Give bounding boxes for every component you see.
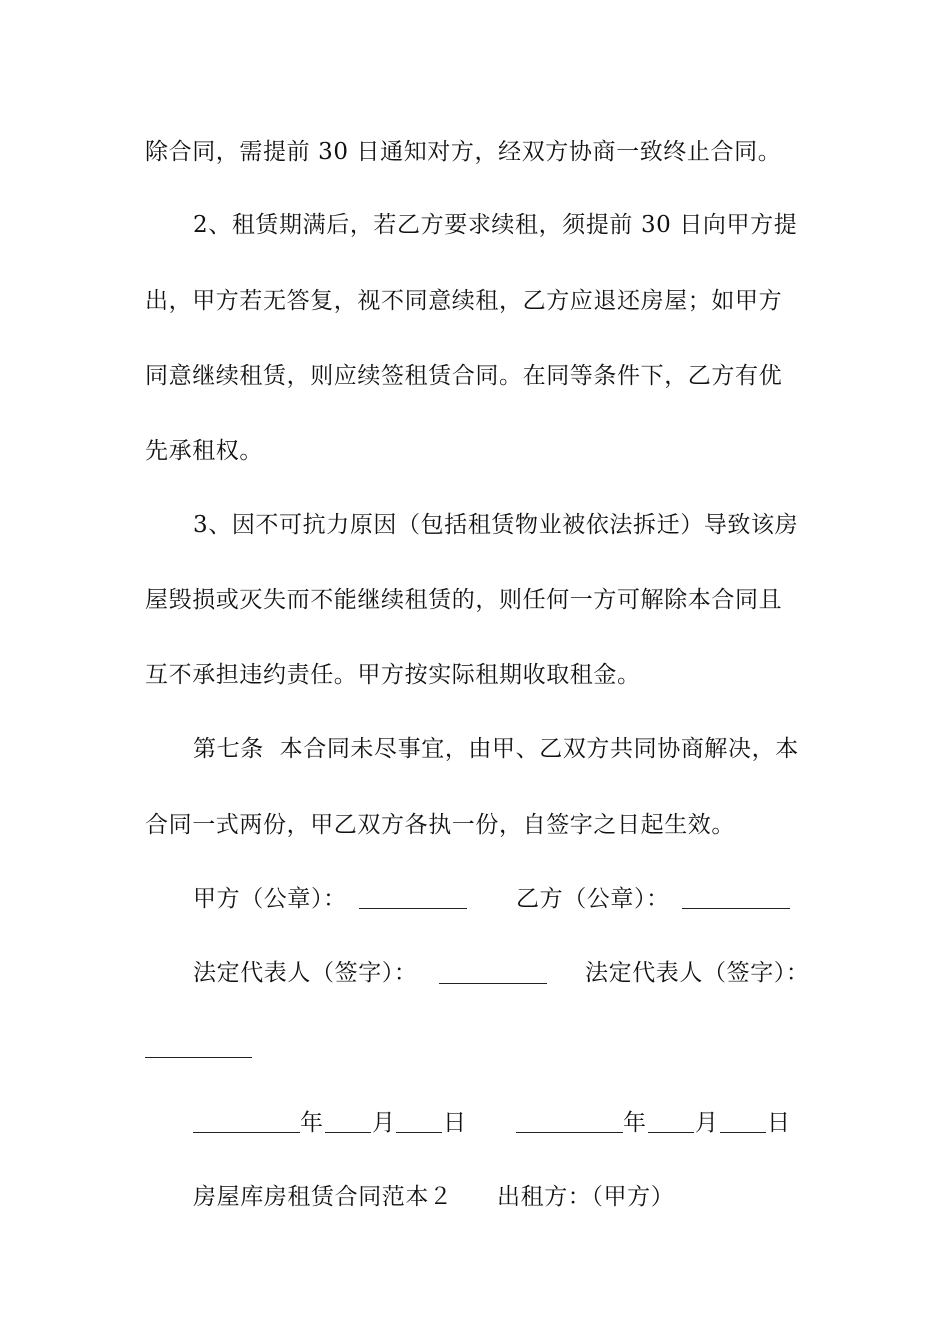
- date-a-month: 月: [372, 1110, 396, 1136]
- paragraph-line: 2、租赁期满后，若乙方要求续租，须提前 30 日向甲方提: [193, 212, 798, 238]
- date-b-month-blank: [648, 1132, 694, 1133]
- paragraph-line: 先承租权。: [145, 438, 263, 464]
- date-a-day: 日: [443, 1110, 467, 1136]
- party-b-seal-label: 乙方（公章）：: [516, 886, 670, 912]
- paragraph-line: 同意继续租赁，则应续签租赁合同。在同等条件下，乙方有优: [145, 363, 783, 389]
- date-a-year-blank: [193, 1132, 300, 1133]
- date-b-month: 月: [695, 1110, 719, 1136]
- next-contract-title: 房屋库房租赁合同范本２: [193, 1184, 453, 1210]
- date-a-day-blank: [396, 1132, 442, 1133]
- date-b-year-blank: [516, 1132, 623, 1133]
- lessor-label: 出租方：（甲方）: [497, 1184, 675, 1210]
- date-b-year: 年: [623, 1110, 647, 1136]
- date-a-year: 年: [300, 1110, 324, 1136]
- paragraph-line: 除合同，需提前 30 日通知对方，经双方协商一致终止合同。: [145, 139, 782, 165]
- date-b-day: 日: [767, 1110, 791, 1136]
- paragraph-line: 3、因不可抗力原因（包括租赁物业被依法拆迁）导致该房: [193, 512, 799, 538]
- party-a-rep-blank: [439, 983, 547, 984]
- party-a-seal-blank: [359, 908, 467, 909]
- party-b-rep-label: 法定代表人（签字）：: [585, 960, 810, 986]
- paragraph-line: 出，甲方若无答复，视不同意续租，乙方应退还房屋；如甲方: [145, 288, 783, 314]
- date-a-month-blank: [325, 1132, 371, 1133]
- party-b-rep-blank: [145, 1057, 252, 1058]
- paragraph-line: 互不承担违约责任。甲方按实际租期收取租金。: [145, 662, 641, 688]
- party-a-rep-label: 法定代表人（签字）：: [193, 960, 418, 986]
- paragraph-line: 第七条 本合同未尽事宜，由甲、乙双方共同协商解决，本: [193, 736, 799, 762]
- party-a-seal-label: 甲方（公章）：: [193, 886, 347, 912]
- date-b-day-blank: [720, 1132, 766, 1133]
- paragraph-line: 屋毁损或灭失而不能继续租赁的，则任何一方可解除本合同且: [145, 587, 783, 613]
- party-b-seal-blank: [682, 908, 790, 909]
- paragraph-line: 合同一式两份，甲乙双方各执一份，自签字之日起生效。: [145, 812, 735, 838]
